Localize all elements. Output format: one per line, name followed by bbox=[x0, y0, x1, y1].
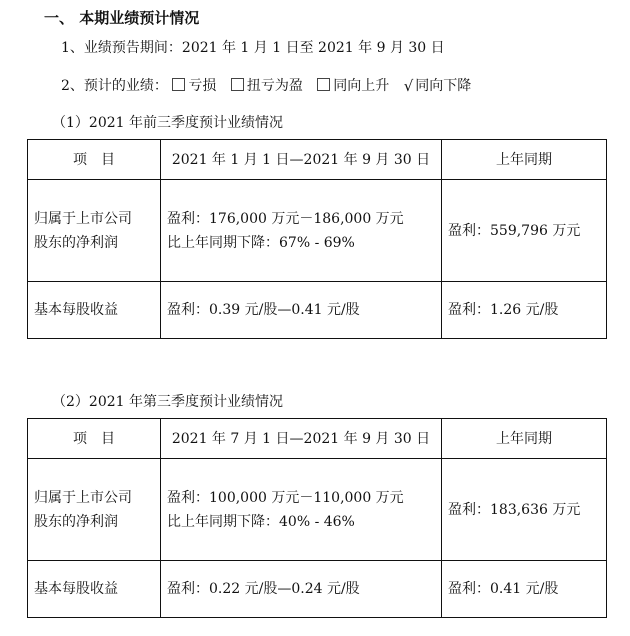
header-previous-period: 上年同期 bbox=[442, 140, 607, 180]
section-heading: 一、 本期业绩预计情况 bbox=[44, 9, 200, 27]
checkbox-turnaround bbox=[231, 78, 244, 91]
forecast-type-line bbox=[61, 76, 481, 96]
option-turnaround bbox=[231, 76, 303, 96]
option-loss-label: 亏损 bbox=[188, 78, 217, 94]
forecast-type-label: 2、预计的业绩： bbox=[61, 78, 168, 94]
table-row bbox=[28, 459, 607, 561]
current-line: 盈利：100,000 万元－110,000 万元 bbox=[167, 489, 404, 506]
section1-table bbox=[27, 139, 607, 339]
table-row bbox=[28, 561, 607, 618]
item-line: 归属于上市公司 bbox=[34, 210, 132, 227]
item-cell: 基本每股收益 bbox=[28, 282, 161, 339]
option-increase bbox=[317, 76, 389, 96]
current-cell bbox=[161, 459, 442, 561]
option-decrease bbox=[404, 76, 472, 96]
current-cell: 盈利：0.39 元/股—0.41 元/股 bbox=[161, 282, 442, 339]
table-row bbox=[28, 180, 607, 282]
table-header-row bbox=[28, 140, 607, 180]
section2-title: （2）2021 年第三季度预计业绩情况 bbox=[52, 394, 283, 410]
option-loss bbox=[172, 76, 216, 96]
current-cell bbox=[161, 180, 442, 282]
header-current-period: 2021 年 1 月 1 日—2021 年 9 月 30 日 bbox=[161, 140, 442, 180]
header-current-period: 2021 年 7 月 1 日—2021 年 9 月 30 日 bbox=[161, 419, 442, 459]
current-cell: 盈利：0.22 元/股—0.24 元/股 bbox=[161, 561, 442, 618]
current-line: 比上年同期下降：40% - 46% bbox=[167, 513, 355, 530]
forecast-period-line: 1、业绩预告期间：2021 年 1 月 1 日至 2021 年 9 月 30 日 bbox=[61, 40, 445, 56]
item-cell bbox=[28, 180, 161, 282]
table-header-row bbox=[28, 419, 607, 459]
header-item: 项 目 bbox=[28, 419, 161, 459]
item-line: 归属于上市公司 bbox=[34, 489, 132, 506]
header-item: 项 目 bbox=[28, 140, 161, 180]
section1-title: （1）2021 年前三季度预计业绩情况 bbox=[52, 115, 283, 131]
checkbox-increase bbox=[317, 78, 330, 91]
item-line: 股东的净利润 bbox=[34, 513, 118, 530]
option-increase-label: 同向上升 bbox=[333, 78, 390, 94]
item-cell bbox=[28, 459, 161, 561]
previous-cell: 盈利：183,636 万元 bbox=[442, 459, 607, 561]
item-line: 股东的净利润 bbox=[34, 234, 118, 251]
current-line: 盈利：176,000 万元－186,000 万元 bbox=[167, 210, 404, 227]
previous-cell: 盈利：1.26 元/股 bbox=[442, 282, 607, 339]
previous-cell: 盈利：0.41 元/股 bbox=[442, 561, 607, 618]
current-line: 比上年同期下降：67% - 69% bbox=[167, 234, 355, 251]
checkmark-decrease: √ bbox=[403, 77, 414, 95]
header-previous-period: 上年同期 bbox=[442, 419, 607, 459]
section2-table bbox=[27, 418, 607, 618]
item-cell: 基本每股收益 bbox=[28, 561, 161, 618]
option-turnaround-label: 扭亏为盈 bbox=[246, 78, 303, 94]
option-decrease-label: 同向下降 bbox=[415, 78, 472, 94]
table-row bbox=[28, 282, 607, 339]
checkbox-loss bbox=[172, 78, 185, 91]
previous-cell: 盈利：559,796 万元 bbox=[442, 180, 607, 282]
